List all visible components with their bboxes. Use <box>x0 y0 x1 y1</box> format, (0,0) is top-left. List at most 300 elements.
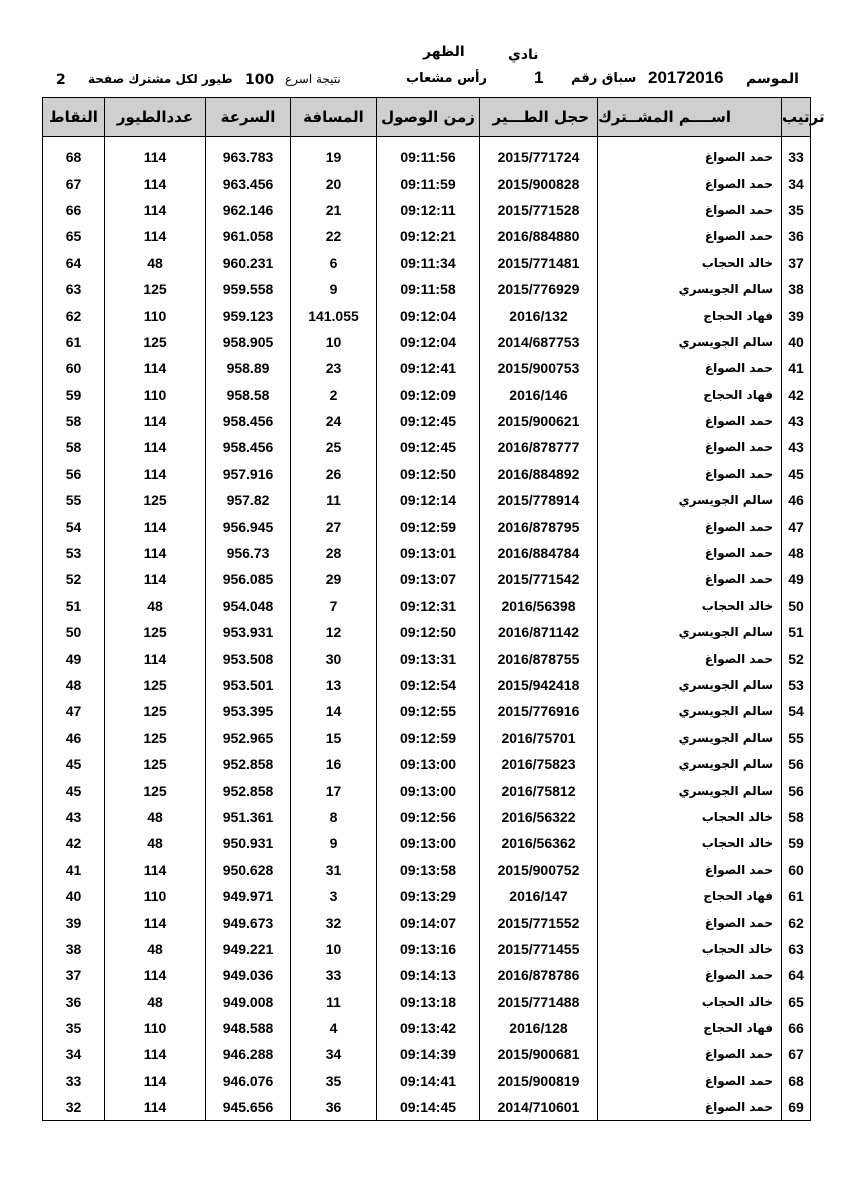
cell-rank: 61 <box>782 883 811 909</box>
table-row <box>43 487 811 513</box>
cell-birds: 114 <box>105 434 206 460</box>
cell-distance: 24 <box>291 408 377 434</box>
cell-birds: 110 <box>105 883 206 909</box>
cell-distance: 36 <box>291 1094 377 1121</box>
cell-speed: 957.916 <box>206 461 291 487</box>
table-row <box>43 302 811 328</box>
cell-rank: 55 <box>782 725 811 751</box>
cell-ring: 2015/900828 <box>480 170 598 196</box>
cell-rank: 56 <box>782 777 811 803</box>
table-row <box>43 830 811 856</box>
cell-ring: 2016/75701 <box>480 725 598 751</box>
results-table <box>42 97 825 1121</box>
cell-speed: 953.501 <box>206 672 291 698</box>
cell-speed: 949.036 <box>206 962 291 988</box>
cell-points: 53 <box>43 540 105 566</box>
cell-speed: 950.931 <box>206 830 291 856</box>
cell-name: حمد الصواغ <box>598 1094 782 1121</box>
cell-birds: 114 <box>105 1094 206 1121</box>
cell-rank: 34 <box>782 170 811 196</box>
cell-name: حمد الصواغ <box>598 223 782 249</box>
cell-rank: 33 <box>782 144 811 170</box>
table-row <box>43 751 811 777</box>
cell-speed: 959.558 <box>206 276 291 302</box>
cell-name: خالد الحجاب <box>598 989 782 1015</box>
cell-distance: 34 <box>291 1041 377 1067</box>
cell-rank: 66 <box>782 1015 811 1041</box>
cell-birds: 114 <box>105 170 206 196</box>
cell-name: سالم الجويسري <box>598 751 782 777</box>
cell-points: 35 <box>43 1015 105 1041</box>
cell-rank: 60 <box>782 857 811 883</box>
cell-ring: 2015/771528 <box>480 197 598 223</box>
cell-speed: 959.123 <box>206 302 291 328</box>
cell-points: 33 <box>43 1068 105 1094</box>
table-row <box>43 434 811 460</box>
cell-distance: 15 <box>291 725 377 751</box>
cell-birds: 125 <box>105 698 206 724</box>
cell-ring: 2016/147 <box>480 883 598 909</box>
cell-name: حمد الصواغ <box>598 170 782 196</box>
birds-count: 100 <box>245 72 275 88</box>
cell-name: سالم الجويسري <box>598 329 782 355</box>
cell-distance: 21 <box>291 197 377 223</box>
cell-rank: 53 <box>782 672 811 698</box>
table-row <box>43 197 811 223</box>
cell-name: خالد الحجاب <box>598 593 782 619</box>
cell-distance: 20 <box>291 170 377 196</box>
col-header-rank: ترتيب <box>782 98 811 137</box>
cell-speed: 961.058 <box>206 223 291 249</box>
cell-points: 45 <box>43 751 105 777</box>
cell-distance: 4 <box>291 1015 377 1041</box>
cell-name: حمد الصواغ <box>598 857 782 883</box>
cell-name: خالد الحجاب <box>598 804 782 830</box>
cell-speed: 962.146 <box>206 197 291 223</box>
col-header-birds: عددالطيور <box>105 98 206 137</box>
cell-birds: 114 <box>105 566 206 592</box>
cell-ring: 2015/900753 <box>480 355 598 381</box>
cell-speed: 945.656 <box>206 1094 291 1121</box>
cell-birds: 114 <box>105 1068 206 1094</box>
cell-arrival: 09:12:41 <box>377 355 480 381</box>
cell-points: 43 <box>43 804 105 830</box>
cell-speed: 952.858 <box>206 777 291 803</box>
table-row <box>43 250 811 276</box>
cell-ring: 2015/771488 <box>480 989 598 1015</box>
cell-points: 59 <box>43 382 105 408</box>
cell-rank: 40 <box>782 329 811 355</box>
cell-name: حمد الصواغ <box>598 355 782 381</box>
col-header-points: النقاط <box>43 98 105 137</box>
cell-ring: 2015/900819 <box>480 1068 598 1094</box>
cell-name: حمد الصواغ <box>598 540 782 566</box>
cell-distance: 26 <box>291 461 377 487</box>
cell-distance: 8 <box>291 804 377 830</box>
cell-rank: 50 <box>782 593 811 619</box>
spacer-row <box>43 137 811 145</box>
table-row <box>43 513 811 539</box>
cell-arrival: 09:11:59 <box>377 170 480 196</box>
cell-speed: 946.288 <box>206 1041 291 1067</box>
cell-ring: 2014/687753 <box>480 329 598 355</box>
cell-points: 60 <box>43 355 105 381</box>
cell-name: حمد الصواغ <box>598 909 782 935</box>
cell-speed: 958.456 <box>206 434 291 460</box>
cell-ring: 2014/710601 <box>480 1094 598 1121</box>
cell-birds: 125 <box>105 329 206 355</box>
cell-points: 65 <box>43 223 105 249</box>
cell-rank: 48 <box>782 540 811 566</box>
cell-speed: 949.221 <box>206 936 291 962</box>
cell-birds: 110 <box>105 382 206 408</box>
cell-name: سالم الجويسري <box>598 777 782 803</box>
cell-distance: 11 <box>291 989 377 1015</box>
cell-rank: 58 <box>782 804 811 830</box>
cell-rank: 35 <box>782 197 811 223</box>
cell-distance: 2 <box>291 382 377 408</box>
cell-points: 52 <box>43 566 105 592</box>
col-header-arrival: زمن الوصول <box>377 98 480 137</box>
table-row <box>43 223 811 249</box>
race-location: رأس مشعاب <box>406 71 487 86</box>
race-number: 1 <box>534 68 544 87</box>
cell-ring: 2016/75823 <box>480 751 598 777</box>
cell-distance: 31 <box>291 857 377 883</box>
cell-name: حمد الصواغ <box>598 1041 782 1067</box>
cell-ring: 2015/771481 <box>480 250 598 276</box>
cell-rank: 56 <box>782 751 811 777</box>
cell-rank: 45 <box>782 461 811 487</box>
cell-arrival: 09:14:39 <box>377 1041 480 1067</box>
cell-speed: 956.73 <box>206 540 291 566</box>
cell-name: سالم الجويسري <box>598 725 782 751</box>
table-row <box>43 936 811 962</box>
cell-speed: 951.361 <box>206 804 291 830</box>
cell-name: سالم الجويسري <box>598 698 782 724</box>
cell-speed: 956.085 <box>206 566 291 592</box>
cell-rank: 46 <box>782 487 811 513</box>
cell-rank: 64 <box>782 962 811 988</box>
table-row <box>43 672 811 698</box>
cell-arrival: 09:12:45 <box>377 434 480 460</box>
col-header-name: اســــم المشــترك <box>598 98 782 137</box>
cell-ring: 2016/871142 <box>480 619 598 645</box>
cell-arrival: 09:14:45 <box>377 1094 480 1121</box>
cell-name: فهاد الحجاج <box>598 302 782 328</box>
cell-points: 62 <box>43 302 105 328</box>
cell-ring: 2015/771542 <box>480 566 598 592</box>
cell-name: خالد الحجاب <box>598 250 782 276</box>
cell-speed: 952.965 <box>206 725 291 751</box>
cell-speed: 953.931 <box>206 619 291 645</box>
table-row <box>43 725 811 751</box>
cell-arrival: 09:12:54 <box>377 672 480 698</box>
cell-distance: 3 <box>291 883 377 909</box>
cell-birds: 48 <box>105 936 206 962</box>
table-row <box>43 1068 811 1094</box>
cell-arrival: 09:11:56 <box>377 144 480 170</box>
cell-points: 50 <box>43 619 105 645</box>
cell-distance: 10 <box>291 329 377 355</box>
cell-rank: 41 <box>782 355 811 381</box>
cell-distance: 10 <box>291 936 377 962</box>
cell-arrival: 09:13:07 <box>377 566 480 592</box>
cell-speed: 957.82 <box>206 487 291 513</box>
cell-speed: 958.456 <box>206 408 291 434</box>
cell-birds: 48 <box>105 989 206 1015</box>
cell-birds: 114 <box>105 540 206 566</box>
cell-points: 41 <box>43 857 105 883</box>
cell-distance: 16 <box>291 751 377 777</box>
table-row <box>43 408 811 434</box>
cell-speed: 963.783 <box>206 144 291 170</box>
cell-name: حمد الصواغ <box>598 513 782 539</box>
cell-arrival: 09:13:01 <box>377 540 480 566</box>
cell-birds: 114 <box>105 857 206 883</box>
cell-points: 40 <box>43 883 105 909</box>
cell-arrival: 09:11:58 <box>377 276 480 302</box>
cell-ring: 2016/884880 <box>480 223 598 249</box>
cell-ring: 2016/146 <box>480 382 598 408</box>
cell-birds: 114 <box>105 513 206 539</box>
cell-distance: 29 <box>291 566 377 592</box>
cell-ring: 2016/128 <box>480 1015 598 1041</box>
cell-birds: 114 <box>105 355 206 381</box>
cell-distance: 11 <box>291 487 377 513</box>
cell-points: 47 <box>43 698 105 724</box>
club-label: نادي <box>508 47 539 63</box>
cell-name: حمد الصواغ <box>598 645 782 671</box>
cell-distance: 22 <box>291 223 377 249</box>
cell-birds: 114 <box>105 645 206 671</box>
cell-birds: 114 <box>105 962 206 988</box>
cell-birds: 125 <box>105 672 206 698</box>
table-row <box>43 698 811 724</box>
cell-birds: 114 <box>105 461 206 487</box>
cell-arrival: 09:12:56 <box>377 804 480 830</box>
cell-arrival: 09:13:18 <box>377 989 480 1015</box>
table-header-row <box>43 98 811 137</box>
cell-distance: 32 <box>291 909 377 935</box>
cell-ring: 2016/878777 <box>480 434 598 460</box>
cell-points: 48 <box>43 672 105 698</box>
cell-rank: 65 <box>782 989 811 1015</box>
cell-rank: 38 <box>782 276 811 302</box>
cell-birds: 114 <box>105 408 206 434</box>
cell-speed: 948.588 <box>206 1015 291 1041</box>
cell-name: خالد الحجاب <box>598 936 782 962</box>
cell-speed: 958.58 <box>206 382 291 408</box>
per-member-label: طيور لكل مشترك صفحة <box>88 72 233 86</box>
table-row <box>43 962 811 988</box>
cell-rank: 69 <box>782 1094 811 1121</box>
cell-rank: 52 <box>782 645 811 671</box>
cell-ring: 2015/900681 <box>480 1041 598 1067</box>
season-value: 20172016 <box>648 68 724 87</box>
cell-speed: 956.945 <box>206 513 291 539</box>
cell-birds: 110 <box>105 302 206 328</box>
cell-name: سالم الجويسري <box>598 672 782 698</box>
cell-arrival: 09:13:00 <box>377 830 480 856</box>
cell-arrival: 09:13:42 <box>377 1015 480 1041</box>
cell-name: حمد الصواغ <box>598 1068 782 1094</box>
cell-rank: 51 <box>782 619 811 645</box>
col-header-ring: حجل الطـــير <box>480 98 598 137</box>
cell-rank: 54 <box>782 698 811 724</box>
table-row <box>43 909 811 935</box>
cell-arrival: 09:12:59 <box>377 513 480 539</box>
cell-rank: 36 <box>782 223 811 249</box>
cell-ring: 2015/776916 <box>480 698 598 724</box>
cell-points: 38 <box>43 936 105 962</box>
cell-distance: 23 <box>291 355 377 381</box>
cell-speed: 954.048 <box>206 593 291 619</box>
cell-rank: 39 <box>782 302 811 328</box>
cell-arrival: 09:13:58 <box>377 857 480 883</box>
cell-arrival: 09:12:14 <box>377 487 480 513</box>
cell-birds: 48 <box>105 804 206 830</box>
cell-arrival: 09:12:09 <box>377 382 480 408</box>
cell-arrival: 09:12:11 <box>377 197 480 223</box>
cell-arrival: 09:12:45 <box>377 408 480 434</box>
cell-points: 56 <box>43 461 105 487</box>
cell-arrival: 09:12:04 <box>377 302 480 328</box>
cell-name: حمد الصواغ <box>598 962 782 988</box>
cell-ring: 2015/778914 <box>480 487 598 513</box>
cell-points: 58 <box>43 434 105 460</box>
cell-ring: 2016/56322 <box>480 804 598 830</box>
cell-rank: 42 <box>782 382 811 408</box>
table-row <box>43 1041 811 1067</box>
cell-birds: 125 <box>105 725 206 751</box>
cell-rank: 49 <box>782 566 811 592</box>
cell-name: حمد الصواغ <box>598 197 782 223</box>
cell-points: 36 <box>43 989 105 1015</box>
table-row <box>43 566 811 592</box>
cell-name: حمد الصواغ <box>598 434 782 460</box>
cell-arrival: 09:12:59 <box>377 725 480 751</box>
cell-distance: 33 <box>291 962 377 988</box>
cell-distance: 9 <box>291 276 377 302</box>
table-row <box>43 645 811 671</box>
table-row <box>43 276 811 302</box>
cell-speed: 960.231 <box>206 250 291 276</box>
cell-distance: 27 <box>291 513 377 539</box>
club-name: الظهر <box>423 44 465 60</box>
cell-points: 68 <box>43 144 105 170</box>
cell-arrival: 09:13:29 <box>377 883 480 909</box>
cell-distance: 17 <box>291 777 377 803</box>
cell-points: 51 <box>43 593 105 619</box>
cell-distance: 141.055 <box>291 302 377 328</box>
cell-birds: 125 <box>105 751 206 777</box>
cell-speed: 963.456 <box>206 170 291 196</box>
cell-speed: 953.395 <box>206 698 291 724</box>
cell-distance: 35 <box>291 1068 377 1094</box>
cell-points: 64 <box>43 250 105 276</box>
table-row <box>43 170 811 196</box>
cell-points: 32 <box>43 1094 105 1121</box>
cell-name: حمد الصواغ <box>598 144 782 170</box>
cell-rank: 68 <box>782 1068 811 1094</box>
cell-arrival: 09:14:41 <box>377 1068 480 1094</box>
cell-speed: 952.858 <box>206 751 291 777</box>
cell-arrival: 09:12:50 <box>377 461 480 487</box>
cell-speed: 949.673 <box>206 909 291 935</box>
cell-distance: 13 <box>291 672 377 698</box>
cell-distance: 9 <box>291 830 377 856</box>
cell-birds: 114 <box>105 144 206 170</box>
cell-ring: 2015/900621 <box>480 408 598 434</box>
table-row <box>43 461 811 487</box>
cell-points: 66 <box>43 197 105 223</box>
cell-arrival: 09:12:31 <box>377 593 480 619</box>
cell-ring: 2016/878786 <box>480 962 598 988</box>
cell-arrival: 09:13:31 <box>377 645 480 671</box>
cell-ring: 2015/771455 <box>480 936 598 962</box>
cell-birds: 125 <box>105 487 206 513</box>
cell-distance: 7 <box>291 593 377 619</box>
cell-name: حمد الصواغ <box>598 566 782 592</box>
cell-birds: 125 <box>105 777 206 803</box>
cell-speed: 958.905 <box>206 329 291 355</box>
race-label: سباق رقم <box>571 71 637 86</box>
cell-ring: 2015/771552 <box>480 909 598 935</box>
col-header-speed: السرعة <box>206 98 291 137</box>
table-row <box>43 883 811 909</box>
cell-speed: 950.628 <box>206 857 291 883</box>
cell-rank: 47 <box>782 513 811 539</box>
cell-arrival: 09:12:21 <box>377 223 480 249</box>
cell-distance: 12 <box>291 619 377 645</box>
col-header-distance: المسافة <box>291 98 377 137</box>
cell-rank: 43 <box>782 434 811 460</box>
cell-arrival: 09:14:13 <box>377 962 480 988</box>
cell-name: سالم الجويسري <box>598 276 782 302</box>
cell-name: فهاد الحجاج <box>598 1015 782 1041</box>
table-row <box>43 382 811 408</box>
table-row <box>43 857 811 883</box>
cell-points: 63 <box>43 276 105 302</box>
cell-distance: 19 <box>291 144 377 170</box>
table-row <box>43 593 811 619</box>
cell-arrival: 09:12:50 <box>377 619 480 645</box>
cell-points: 39 <box>43 909 105 935</box>
cell-points: 55 <box>43 487 105 513</box>
cell-arrival: 09:14:07 <box>377 909 480 935</box>
cell-ring: 2016/56398 <box>480 593 598 619</box>
table-row <box>43 777 811 803</box>
cell-ring: 2015/771724 <box>480 144 598 170</box>
cell-points: 46 <box>43 725 105 751</box>
cell-birds: 125 <box>105 276 206 302</box>
cell-speed: 949.008 <box>206 989 291 1015</box>
cell-birds: 114 <box>105 909 206 935</box>
cell-points: 37 <box>43 962 105 988</box>
cell-ring: 2015/942418 <box>480 672 598 698</box>
cell-rank: 67 <box>782 1041 811 1067</box>
cell-ring: 2015/900752 <box>480 857 598 883</box>
table-row <box>43 1094 811 1121</box>
cell-ring: 2016/884784 <box>480 540 598 566</box>
cell-distance: 25 <box>291 434 377 460</box>
cell-rank: 37 <box>782 250 811 276</box>
cell-name: سالم الجويسري <box>598 487 782 513</box>
cell-birds: 114 <box>105 1041 206 1067</box>
cell-ring: 2016/56362 <box>480 830 598 856</box>
cell-ring: 2016/884892 <box>480 461 598 487</box>
